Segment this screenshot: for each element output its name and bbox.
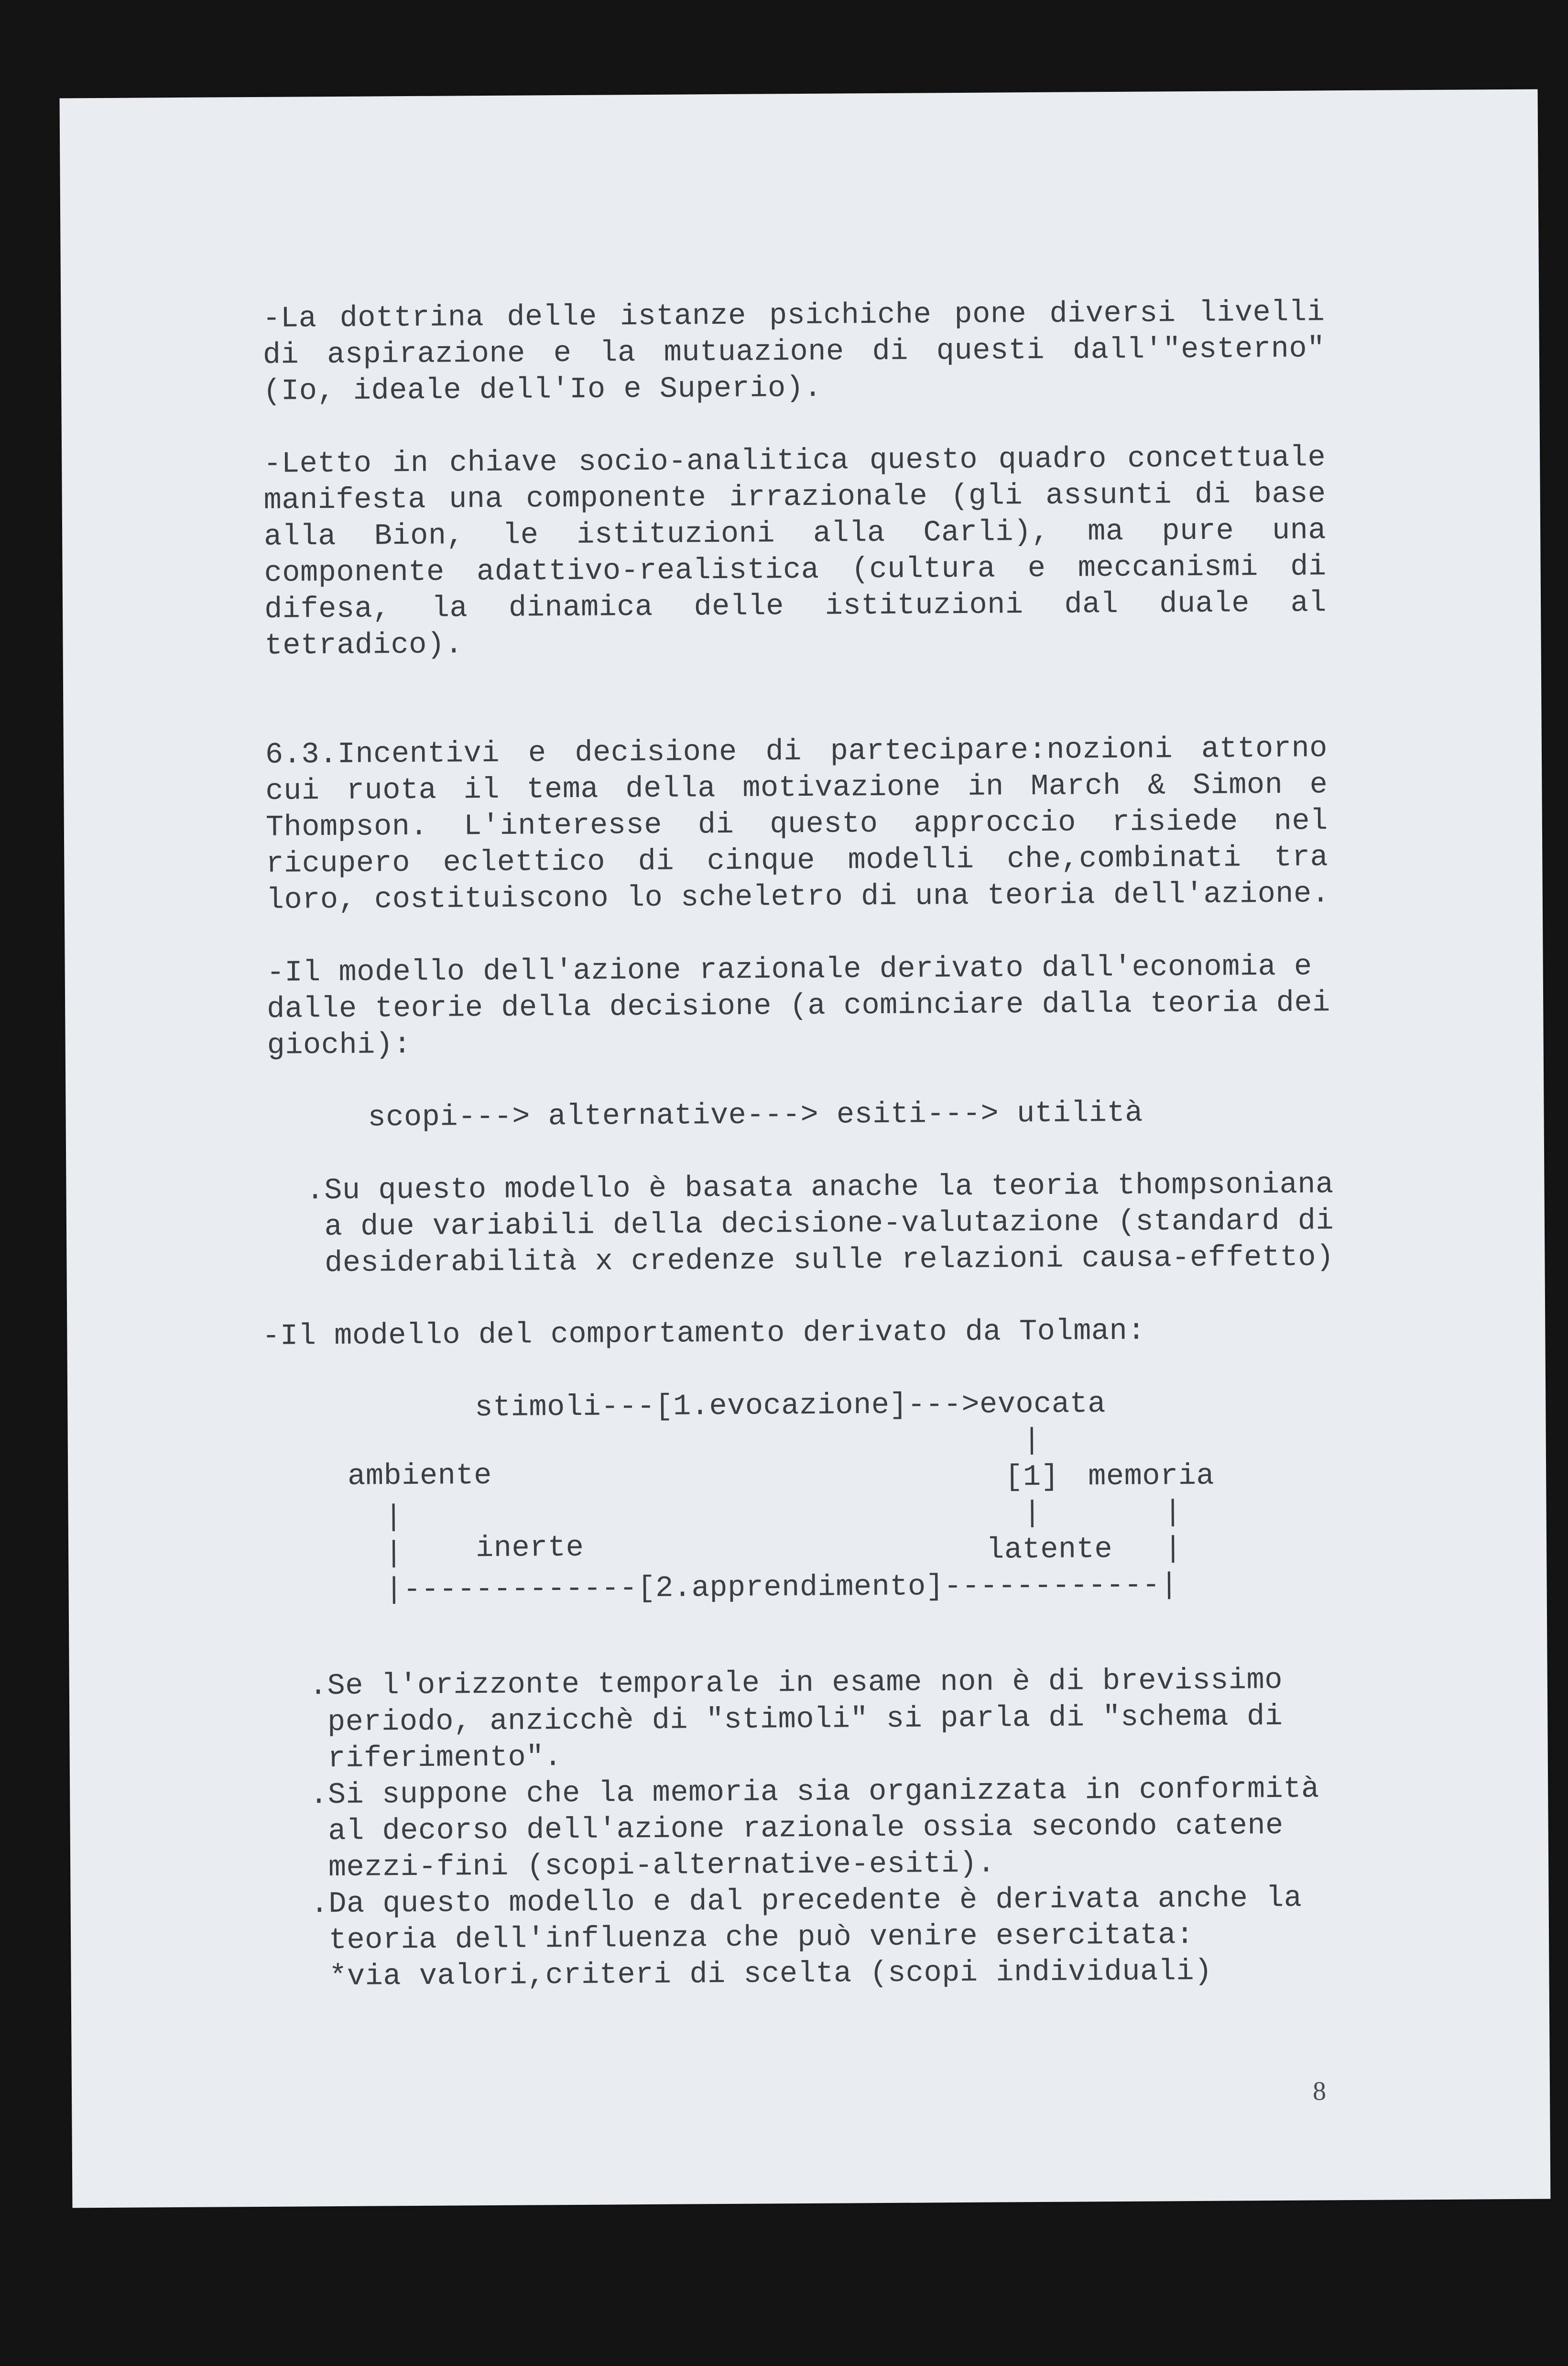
diagram-connector: |	[1164, 1495, 1182, 1530]
diagram-label-memoria: memoria	[1088, 1458, 1215, 1494]
text-line: -Il modello del comportamento derivato da Tolman:	[262, 1314, 1146, 1353]
text-line: al decorso dell'azione razionale ossia secondo catene	[310, 1808, 1284, 1849]
text-line: a due variabili della decisione-valutazione (standard di	[306, 1204, 1334, 1244]
text-line: teoria dell'influenza che può venire esercitata:	[310, 1918, 1194, 1958]
page-number: 8	[1312, 2076, 1327, 2106]
text-line: Thompson. L'interesse di questo approccio risiede nel	[265, 804, 1328, 844]
text-line: -Letto in chiave socio-analitica questo quadro concettuale	[263, 440, 1326, 481]
text-line: tetradico).	[264, 627, 463, 663]
text-line: riferimento".	[309, 1740, 562, 1776]
text-line: ricupero eclettico di cinque modelli che,combinati tra	[266, 840, 1328, 881]
text-line: difesa, la dinamica delle istituzioni dal duale al	[264, 586, 1327, 626]
diagram-connector: |	[1164, 1532, 1183, 1566]
diagram-top-row: stimoli---[1.evocazione]--->evocata	[475, 1387, 1106, 1425]
diagram-ref: [1]	[1004, 1459, 1059, 1494]
text-line: componente adattivo-realistica (cultura e meccanismi di	[264, 549, 1327, 590]
text-line: mezzi-fini (scopi-alternative-esiti).	[310, 1846, 996, 1885]
text-line: .Se l'orizzonte temporale in esame non è di brevissimo	[309, 1663, 1283, 1703]
diagram-label-ambiente: ambiente	[347, 1458, 492, 1493]
formula-line: scopi---> alternative---> esiti---> utilità	[368, 1095, 1143, 1135]
text-line: cui ruota il tema della motivazione in March & Simon e	[265, 767, 1328, 808]
text-line: .Si suppone che la memoria sia organizzata in conformità	[310, 1772, 1319, 1812]
text-line: -Il modello dell'azione razionale derivato dall'economia e	[266, 949, 1312, 990]
diagram-connector: |	[384, 1536, 403, 1571]
paper-sheet	[60, 89, 1551, 2208]
diagram-label-inerte: inerte	[475, 1530, 584, 1566]
text-line: .Da questo modello e dal precedente è derivata anche la	[310, 1881, 1302, 1921]
diagram-connector: |	[1023, 1496, 1042, 1531]
text-line: di aspirazione e la mutuazione di questi dall'"esterno"	[262, 331, 1326, 372]
diagram-label-latente: latente	[986, 1532, 1113, 1567]
text-line: *via valori,criteri di scelta (scopi individuali)	[311, 1954, 1213, 1994]
diagram-bottom-row: |-------------[2.apprendimento]------------|	[385, 1568, 1178, 1607]
text-line: alla Bion, le istituzioni alla Carli), ma pure una	[263, 513, 1327, 554]
text-line: manifesta una componente irrazionale (gli assunti di base	[263, 477, 1326, 517]
text-line: dalle teorie della decisione (a cominciare dalla teoria dei	[266, 986, 1331, 1026]
text-line: loro, costituiscono lo scheletro di una teoria dell'azione.	[266, 876, 1330, 917]
section-heading-line: 6.3.Incentivi e decisione di partecipare:nozioni attorno	[265, 731, 1328, 772]
text-line: .Su questo modello è basata anache la teoria thompsoniana	[306, 1167, 1334, 1208]
diagram-connector: |	[1023, 1423, 1041, 1458]
text-line: giochi):	[267, 1028, 412, 1063]
text-line: -La dottrina delle istanze psichiche pone diversi livelli	[262, 295, 1325, 336]
diagram-connector: |	[384, 1500, 403, 1534]
text-line: (Io, ideale dell'Io e Superio).	[263, 371, 822, 408]
text-line: periodo, anzicchè di "stimoli" si parla di "schema di	[309, 1699, 1283, 1740]
text-line: desiderabilità x credenze sulle relazioni causa-effetto)	[306, 1240, 1334, 1281]
